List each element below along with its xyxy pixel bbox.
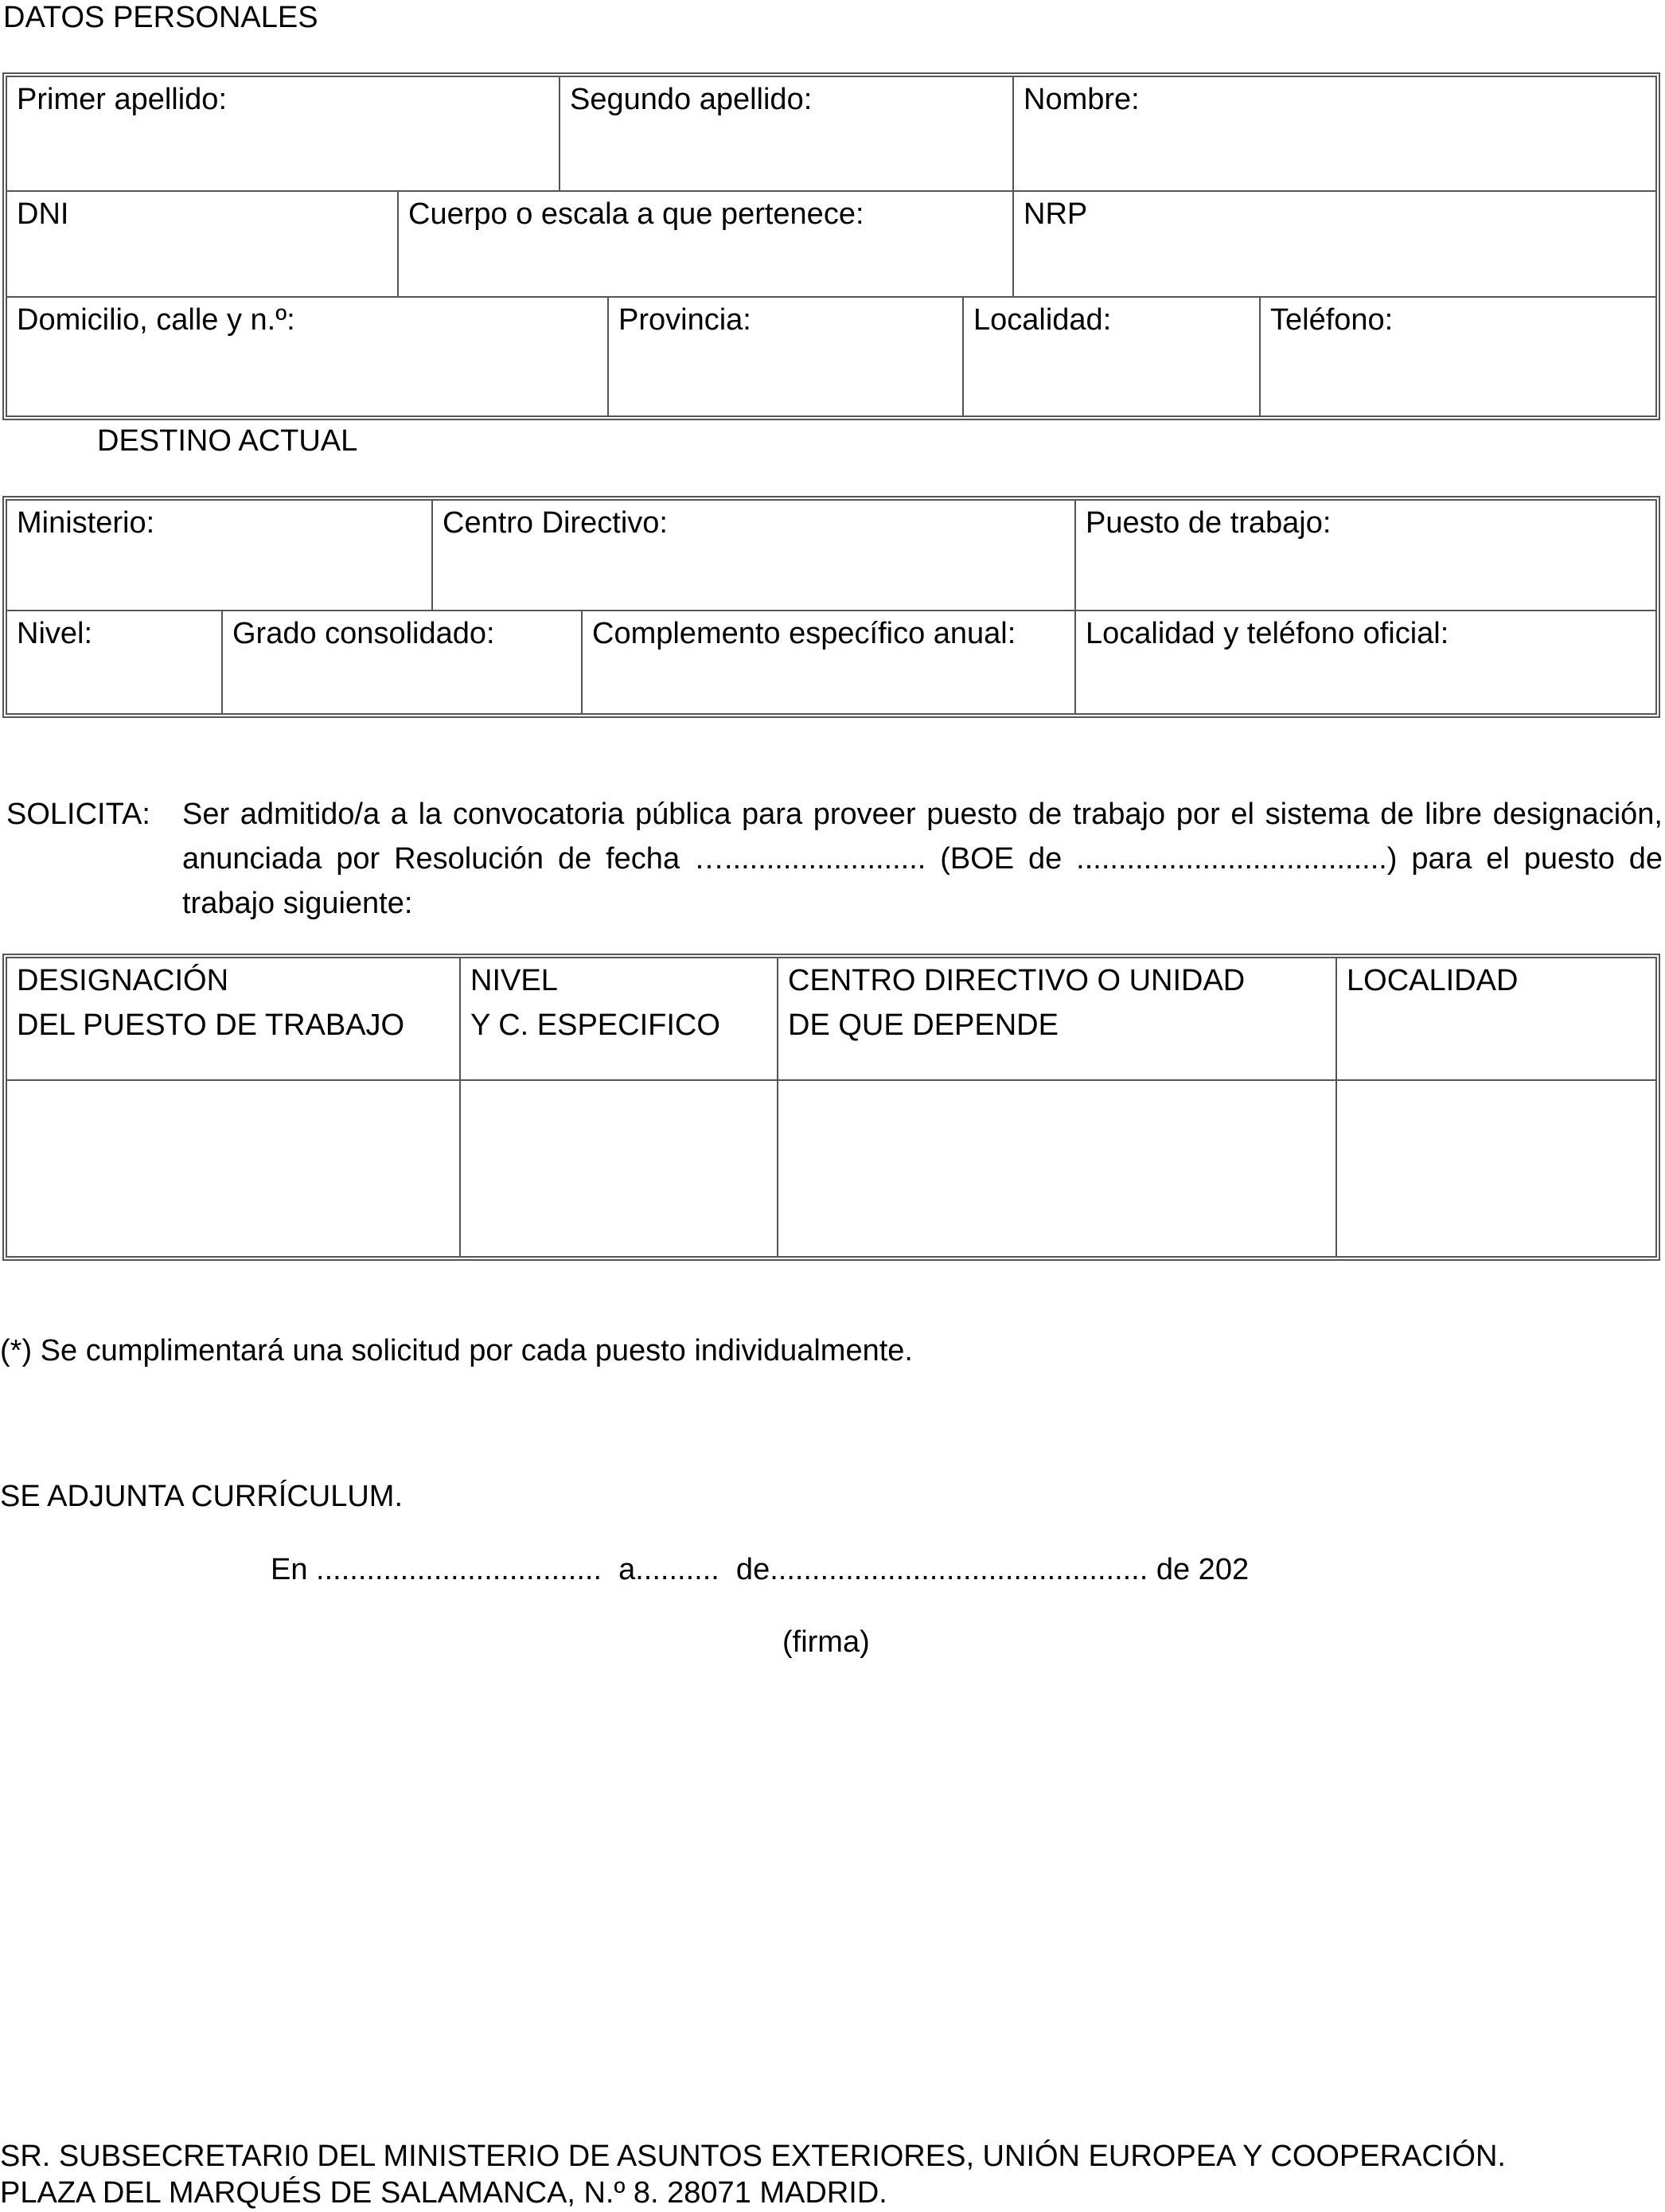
localidad-header-line1: LOCALIDAD [1347, 964, 1519, 997]
centro-directivo-header-line2: DE QUE DEPENDE [788, 1008, 1059, 1042]
destino-actual-table [2, 496, 1660, 718]
localidad-input-cell[interactable] [1337, 1081, 1655, 1256]
address-line: PLAZA DEL MARQUÉS DE SALAMANCA, N.º 8. 28071 MADRID. [0, 2176, 887, 2210]
nivel-label: Nivel: [17, 617, 93, 650]
addressee-line: SR. SUBSECRETARI0 DEL MINISTERIO DE ASUNTOS EXTERIORES, UNIÓN EUROPEA Y COOPERACIÓN. [0, 2140, 1506, 2173]
puesto-trabajo-label: Puesto de trabajo: [1086, 506, 1332, 540]
localidad-header [1337, 958, 1655, 1081]
puesto-solicitado-table [2, 954, 1660, 1261]
complemento-especifico-field[interactable] [583, 611, 1076, 713]
nrp-field[interactable] [1014, 192, 1655, 298]
telefono-field[interactable] [1261, 298, 1655, 415]
dni-field[interactable] [7, 192, 399, 298]
domicilio-label: Domicilio, calle y n.º: [17, 303, 295, 337]
firma-label: (firma) [782, 1625, 870, 1659]
nrp-label: NRP [1024, 197, 1088, 231]
localidad-field[interactable] [964, 298, 1261, 415]
centro-directivo-label: Centro Directivo: [443, 506, 668, 540]
centro-directivo-field[interactable] [433, 501, 1076, 611]
centro-directivo-input-cell[interactable] [778, 1081, 1337, 1256]
designacion-input-cell[interactable] [7, 1081, 461, 1256]
nivel-header-line2: Y C. ESPECIFICO [470, 1008, 720, 1042]
cuerpo-escala-field[interactable] [399, 192, 1014, 298]
segundo-apellido-label: Segundo apellido: [570, 83, 813, 116]
personal-data-table [2, 72, 1660, 420]
note-text: (*) Se cumplimentará una solicitud por cada puesto individualmente. [0, 1334, 913, 1367]
nivel-header-line1: NIVEL [470, 964, 558, 997]
puesto-trabajo-field[interactable] [1076, 501, 1655, 611]
nivel-input-cell[interactable] [461, 1081, 778, 1256]
ministerio-label: Ministerio: [17, 506, 155, 540]
personal-section-title: DATOS PERSONALES [3, 1, 318, 34]
destino-section-title: DESTINO ACTUAL [97, 424, 358, 458]
centro-directivo-header [778, 958, 1337, 1081]
designacion-header-line2: DEL PUESTO DE TRABAJO [17, 1008, 405, 1042]
grado-consolidado-field[interactable] [223, 611, 583, 713]
primer-apellido-label: Primer apellido: [17, 83, 227, 116]
segundo-apellido-field[interactable] [560, 77, 1014, 192]
grado-consolidado-label: Grado consolidado: [232, 617, 495, 650]
nivel-field[interactable] [7, 611, 223, 713]
telefono-label: Teléfono: [1270, 303, 1394, 337]
solicita-text: Ser admitido/a a la convocatoria pública para proveer puesto de trabajo por el sistema de libre designación, anunciada por Resolución de fecha …........................ (BOE de .....................................) para el puesto de trabajo siguiente: [182, 798, 1663, 920]
localidad-label: Localidad: [973, 303, 1112, 337]
adjunta-curriculum-text: SE ADJUNTA CURRÍCULUM. [0, 1480, 404, 1513]
designacion-header-line1: DESIGNACIÓN [17, 964, 229, 997]
date-line: En .................................. a.......... de............................................. de 202 [271, 1553, 1250, 1586]
cuerpo-escala-label: Cuerpo o escala a que pertenece: [408, 197, 864, 231]
provincia-field[interactable] [609, 298, 964, 415]
nombre-field[interactable] [1014, 77, 1655, 192]
solicita-label: SOLICITA: [6, 798, 150, 831]
dni-label: DNI [17, 197, 69, 231]
primer-apellido-field[interactable] [7, 77, 560, 192]
nombre-label: Nombre: [1024, 83, 1140, 116]
localidad-telefono-oficial-field[interactable] [1076, 611, 1655, 713]
provincia-label: Provincia: [618, 303, 751, 337]
ministerio-field[interactable] [7, 501, 433, 611]
domicilio-field[interactable] [7, 298, 609, 415]
centro-directivo-header-line1: CENTRO DIRECTIVO O UNIDAD [788, 964, 1246, 997]
localidad-telefono-oficial-label: Localidad y teléfono oficial: [1086, 617, 1449, 650]
designacion-header [7, 958, 461, 1081]
nivel-header [461, 958, 778, 1081]
complemento-especifico-label: Complemento específico anual: [592, 617, 1016, 650]
